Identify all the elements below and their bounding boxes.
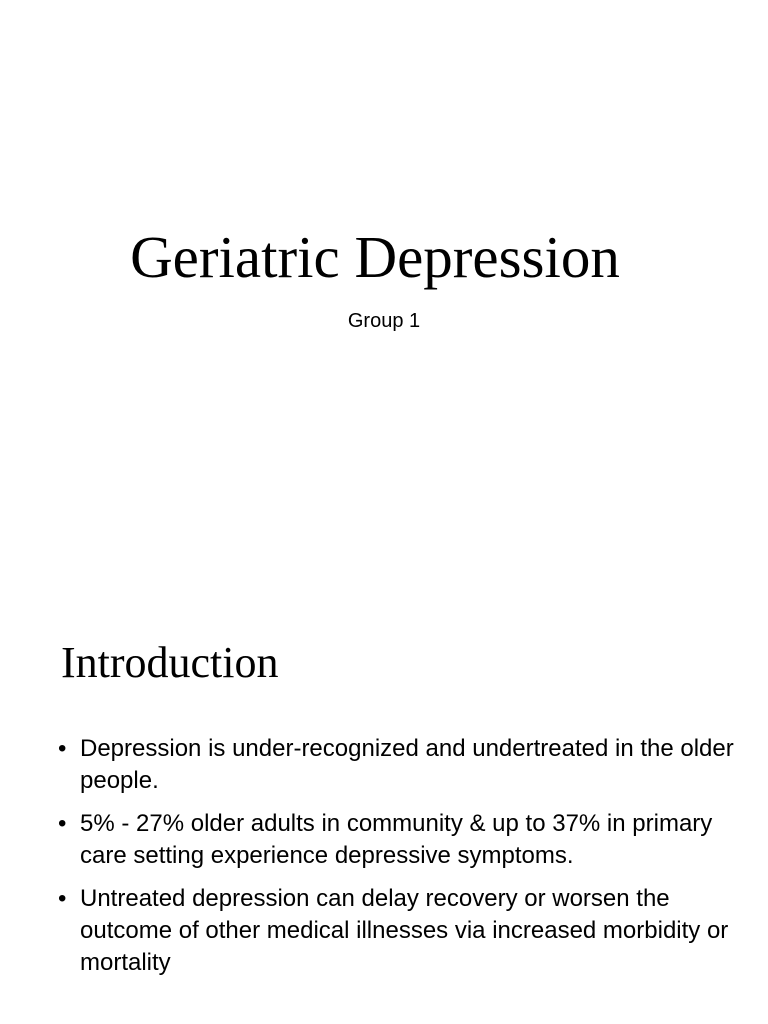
list-item <box>58 808 738 872</box>
bullet-icon: • <box>58 810 67 837</box>
bullet-text: 5% - 27% older adults in community & up to 37% in primary care setting experience depressive symptoms. <box>80 810 713 869</box>
list-item <box>58 883 738 979</box>
slide-heading: Introduction <box>61 638 279 687</box>
bullet-list <box>58 733 738 990</box>
bullet-icon: • <box>58 735 67 762</box>
bullet-icon: • <box>58 885 67 912</box>
slide-title: Geriatric Depression <box>130 224 620 290</box>
bullet-text: Untreated depression can delay recovery or worsen the outcome of other medical illnesses via increased morbidity or mortality <box>80 885 729 976</box>
list-item <box>58 733 738 797</box>
introduction-slide <box>0 576 768 1024</box>
bullet-text: Depression is under-recognized and undertreated in the older people. <box>80 735 734 794</box>
slide-subtitle: Group 1 <box>347 310 421 332</box>
